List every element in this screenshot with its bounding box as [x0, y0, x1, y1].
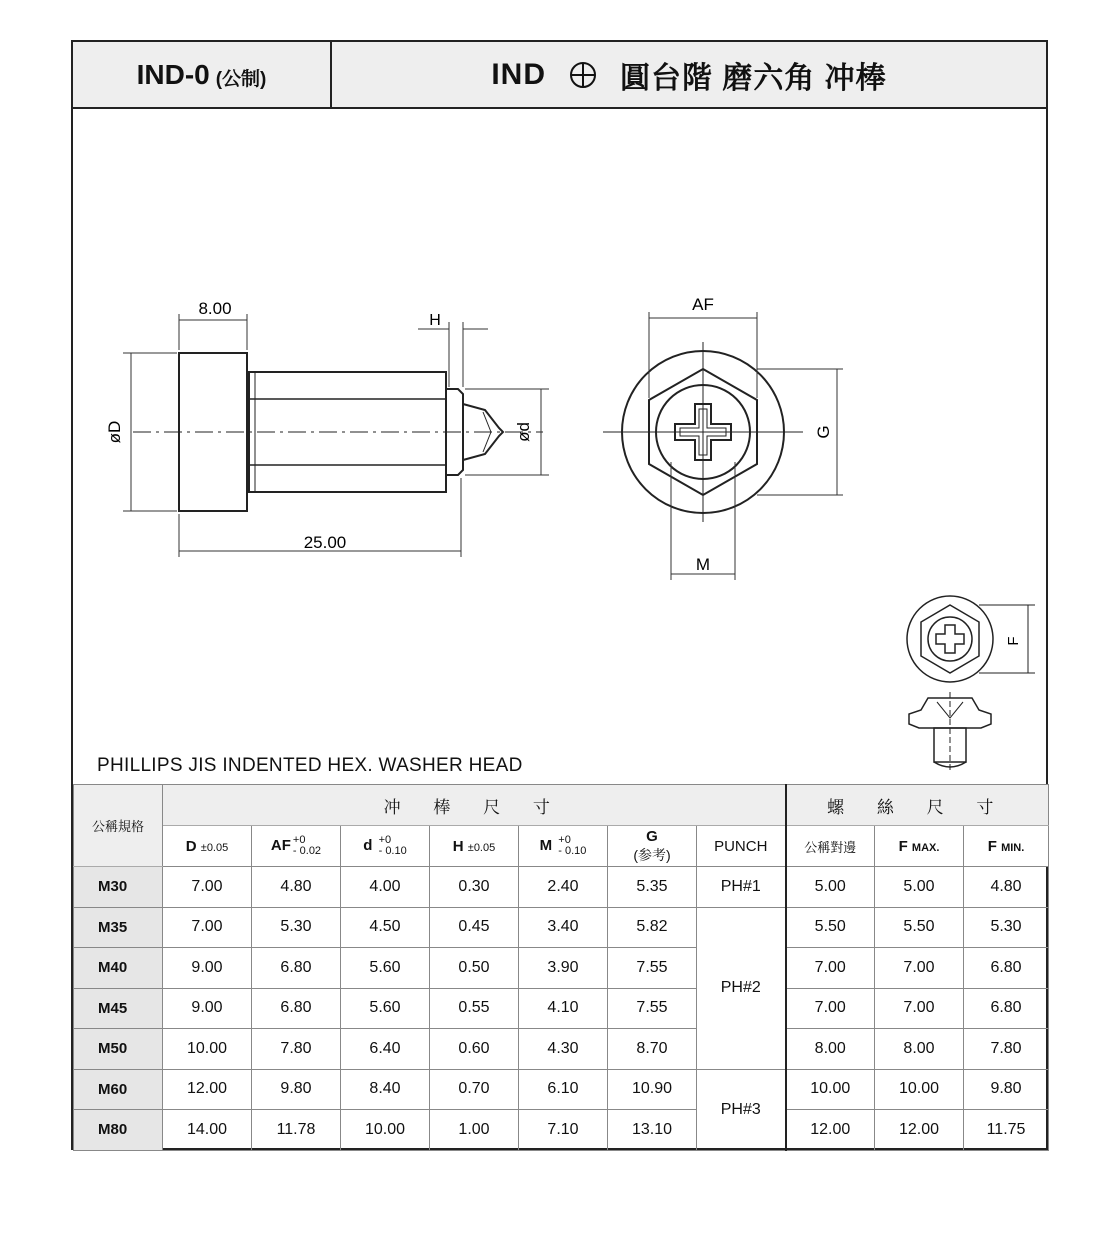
spec-cell: M60: [74, 1069, 163, 1110]
col-D: D ±0.05: [163, 826, 252, 867]
cell-AF: 9.80: [252, 1069, 341, 1110]
label-H: H: [429, 312, 441, 329]
cell-G: 5.82: [608, 907, 697, 948]
cell-AF: 4.80: [252, 867, 341, 908]
cell-H: 1.00: [430, 1110, 519, 1151]
cell-H: 0.50: [430, 948, 519, 989]
label-G: G: [814, 425, 833, 439]
col-G: G (参考): [608, 826, 697, 867]
cell-fmax: 12.00: [875, 1110, 964, 1151]
cell-fmin: 11.75: [964, 1110, 1049, 1151]
cell-fmax: 5.50: [875, 907, 964, 948]
cell-AF: 6.80: [252, 948, 341, 989]
cell-punch: PH#2: [697, 907, 786, 1069]
punch-dimensions-header: 冲 棒 尺 寸: [163, 785, 786, 826]
product-description: PHILLIPS JIS INDENTED HEX. WASHER HEAD: [97, 755, 523, 776]
cell-screw-af: 7.00: [786, 988, 875, 1029]
spec-cell: M50: [74, 1029, 163, 1070]
cell-M: 3.90: [519, 948, 608, 989]
cell-M: 4.10: [519, 988, 608, 1029]
cell-d: 10.00: [341, 1110, 430, 1151]
table-row: [74, 1110, 1049, 1151]
cell-d: 8.40: [341, 1069, 430, 1110]
cell-fmin: 6.80: [964, 948, 1049, 989]
cell-M: 2.40: [519, 867, 608, 908]
table-row: [74, 867, 1049, 908]
cell-D: 10.00: [163, 1029, 252, 1070]
screw-side-view: [909, 692, 991, 770]
cell-fmax: 5.00: [875, 867, 964, 908]
cell-G: 10.90: [608, 1069, 697, 1110]
cell-AF: 6.80: [252, 988, 341, 1029]
cell-d: 6.40: [341, 1029, 430, 1070]
col-H: H ±0.05: [430, 826, 519, 867]
spec-cell: M30: [74, 867, 163, 908]
spec-table: [73, 784, 1049, 1151]
cell-fmax: 10.00: [875, 1069, 964, 1110]
cell-D: 9.00: [163, 988, 252, 1029]
cell-fmin: 4.80: [964, 867, 1049, 908]
label-AF: AF: [692, 295, 714, 314]
cell-fmax: 7.00: [875, 948, 964, 989]
cell-screw-af: 5.00: [786, 867, 875, 908]
technical-drawing: [73, 42, 1046, 782]
spec-cell: M45: [74, 988, 163, 1029]
cell-H: 0.30: [430, 867, 519, 908]
cell-G: 13.10: [608, 1110, 697, 1151]
cell-H: 0.45: [430, 907, 519, 948]
cell-H: 0.55: [430, 988, 519, 1029]
cell-G: 5.35: [608, 867, 697, 908]
col-AF: AF +0 - 0.02: [252, 826, 341, 867]
cell-punch: PH#1: [697, 867, 786, 908]
table-row: [74, 907, 1049, 948]
col-punch: PUNCH: [697, 826, 786, 867]
col-d: d +0 - 0.10: [341, 826, 430, 867]
front-dimension-lines: [649, 312, 843, 580]
col-fmin: F MIN.: [964, 826, 1049, 867]
spec-cell: M80: [74, 1110, 163, 1151]
cell-d: 5.60: [341, 948, 430, 989]
table-row: [74, 1029, 1049, 1070]
cell-D: 12.00: [163, 1069, 252, 1110]
spec-cell: M40: [74, 948, 163, 989]
cell-AF: 7.80: [252, 1029, 341, 1070]
cell-H: 0.60: [430, 1029, 519, 1070]
table-row: [74, 1069, 1049, 1110]
screw-dimensions-header: 螺 絲 尺 寸: [786, 785, 1049, 826]
cell-D: 14.00: [163, 1110, 252, 1151]
cell-screw-af: 5.50: [786, 907, 875, 948]
cell-M: 4.30: [519, 1029, 608, 1070]
spec-table-wrap: [73, 784, 1049, 1151]
side-view: [133, 353, 543, 511]
cell-D: 9.00: [163, 948, 252, 989]
spec-cell: M35: [74, 907, 163, 948]
cell-M: 6.10: [519, 1069, 608, 1110]
cell-G: 8.70: [608, 1029, 697, 1070]
cell-d: 4.00: [341, 867, 430, 908]
col-fmax: F MAX.: [875, 826, 964, 867]
cell-G: 7.55: [608, 948, 697, 989]
cell-fmax: 8.00: [875, 1029, 964, 1070]
page-title: 圓台階 磨六角 冲棒: [620, 61, 887, 95]
cell-M: 7.10: [519, 1110, 608, 1151]
spec-sheet-frame: [71, 40, 1048, 1150]
dimension-lines: [123, 314, 549, 557]
cell-screw-af: 8.00: [786, 1029, 875, 1070]
cell-D: 7.00: [163, 907, 252, 948]
cell-G: 7.55: [608, 988, 697, 1029]
cell-fmin: 7.80: [964, 1029, 1049, 1070]
cell-M: 3.40: [519, 907, 608, 948]
cell-AF: 5.30: [252, 907, 341, 948]
label-diameter-D: øD: [105, 420, 124, 444]
product-code: IND-0: [136, 58, 210, 90]
cell-AF: 11.78: [252, 1110, 341, 1151]
dim-head-length: 8.00: [198, 299, 232, 318]
cell-fmin: 6.80: [964, 988, 1049, 1029]
cell-fmin: 5.30: [964, 907, 1049, 948]
cell-d: 4.50: [341, 907, 430, 948]
cell-punch: PH#3: [697, 1069, 786, 1150]
table-row: [74, 988, 1049, 1029]
spec-header: 公稱規格: [74, 785, 163, 867]
col-screw-af: 公稱對邊: [786, 826, 875, 867]
cell-screw-af: 12.00: [786, 1110, 875, 1151]
cell-fmax: 7.00: [875, 988, 964, 1029]
cell-H: 0.70: [430, 1069, 519, 1110]
title-prefix: IND: [491, 57, 546, 91]
cell-fmin: 9.80: [964, 1069, 1049, 1110]
dim-total-length: 25.00: [303, 533, 347, 552]
cell-screw-af: 7.00: [786, 948, 875, 989]
table-row: [74, 948, 1049, 989]
cell-d: 5.60: [341, 988, 430, 1029]
label-F: F: [1005, 636, 1022, 646]
cell-D: 7.00: [163, 867, 252, 908]
unit-label: (公制): [215, 69, 267, 90]
col-M: M +0 - 0.10: [519, 826, 608, 867]
label-diameter-d: ød: [514, 422, 533, 442]
cell-screw-af: 10.00: [786, 1069, 875, 1110]
label-M: M: [695, 555, 711, 574]
